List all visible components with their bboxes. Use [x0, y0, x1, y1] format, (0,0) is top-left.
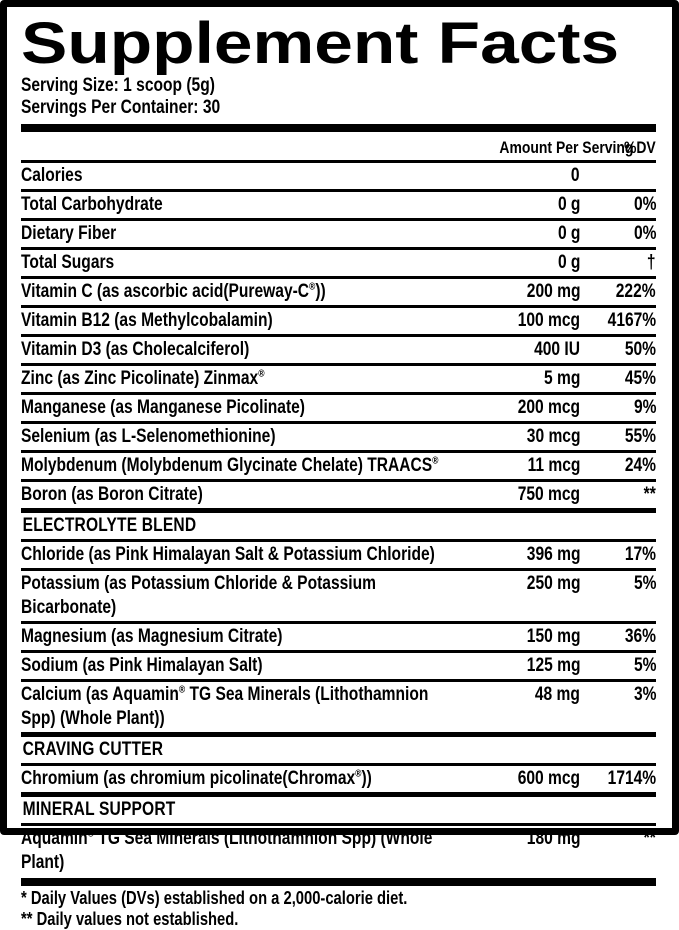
nutrient-amount: 200 mg: [526, 281, 580, 302]
nutrient-dv: 0%: [633, 194, 656, 215]
nutrient-name: Chloride (as Pink Himalayan Salt & Potassium Chloride): [21, 544, 435, 565]
nutrient-amount: 250 mg: [526, 573, 580, 594]
footnote-not-established: ** Daily values not established.: [21, 909, 239, 929]
nutrient-amount: 0 g: [557, 252, 580, 273]
nutrient-row: [21, 823, 656, 876]
nutrient-dv: **: [643, 828, 656, 849]
nutrient-dv: 24%: [624, 455, 656, 476]
nutrient-name: Potassium (as Potassium Chloride & Potassium Bicarbonate): [21, 573, 376, 618]
footnotes: [21, 888, 656, 930]
nutrient-amount: 600 mcg: [517, 768, 580, 789]
section-header-row: [21, 792, 656, 823]
nutrient-amount: 400 IU: [534, 339, 580, 360]
nutrient-amount: 5 mg: [543, 368, 580, 389]
nutrient-dv: 50%: [624, 339, 656, 360]
nutrient-dv: 36%: [624, 626, 656, 647]
nutrient-name: Calcium (as Aquamin® TG Sea Minerals (Lithothamnion Spp) (Whole Plant)): [21, 684, 429, 729]
nutrient-amount: 0: [571, 165, 580, 186]
footnote-daily-values: * Daily Values (DVs) established on a 2,000-calorie diet.: [21, 888, 408, 908]
nutrient-dv: 3%: [633, 684, 656, 705]
nutrient-name: Vitamin C (as ascorbic acid(Pureway-C®)): [21, 281, 326, 302]
nutrient-amount: 150 mg: [526, 626, 580, 647]
nutrient-amount: 11 mcg: [527, 455, 580, 476]
nutrient-row: [21, 650, 656, 679]
nutrient-amount: 48 mg: [534, 684, 580, 705]
nutrient-dv: 45%: [624, 368, 656, 389]
nutrient-name: Vitamin D3 (as Cholecalciferol): [21, 339, 250, 360]
nutrient-row: [21, 621, 656, 650]
label-title-text: Supplement Facts: [21, 9, 620, 76]
nutrient-amount: 0 g: [557, 194, 580, 215]
nutrient-row: [21, 392, 656, 421]
section-title: ELECTROLYTE BLEND: [22, 515, 197, 536]
thick-divider-bottom: [21, 878, 656, 886]
serving-size-line: Serving Size: 1 scoop (5g): [21, 75, 215, 96]
nutrient-dv: [586, 164, 656, 188]
nutrient-row: [21, 276, 656, 305]
nutrient-dv: 55%: [624, 426, 656, 447]
nutrient-name: Calories: [21, 165, 83, 186]
nutrient-amount: 100 mcg: [517, 310, 580, 331]
nutrient-dv: 17%: [624, 544, 656, 565]
nutrient-row: [21, 163, 656, 189]
nutrient-amount: 0 g: [557, 223, 580, 244]
nutrient-amount: 30 mcg: [526, 426, 580, 447]
nutrient-amount: 180 mg: [526, 828, 580, 849]
nutrient-name: Magnesium (as Magnesium Citrate): [21, 626, 283, 647]
nutrient-row: [21, 218, 656, 247]
nutrient-dv: 9%: [633, 397, 656, 418]
nutrient-row: [21, 334, 656, 363]
nutrient-amount: 200 mcg: [517, 397, 580, 418]
nutrient-dv: †: [647, 252, 656, 273]
nutrient-name: Boron (as Boron Citrate): [21, 484, 203, 505]
nutrient-name: Aquamin® TG Sea Minerals (Lithothamnion Spp) (Whole Plant): [21, 828, 433, 873]
section-title: MINERAL SUPPORT: [22, 799, 176, 820]
nutrient-row: [21, 539, 656, 568]
nutrient-row: [21, 189, 656, 218]
section-header-row: [21, 732, 656, 763]
nutrient-name: Total Sugars: [21, 252, 115, 273]
thick-divider-top: [21, 124, 656, 132]
label-title: [21, 9, 656, 76]
nutrient-amount: 750 mcg: [517, 484, 580, 505]
percent-dv-header: %DV: [624, 138, 656, 157]
nutrient-name: Dietary Fiber: [21, 223, 117, 244]
nutrient-dv: 5%: [633, 573, 656, 594]
column-header-row: [21, 132, 656, 163]
nutrient-row: [21, 679, 656, 732]
nutrient-name: Sodium (as Pink Himalayan Salt): [21, 655, 263, 676]
nutrient-name: Manganese (as Manganese Picolinate): [21, 397, 306, 418]
nutrient-name: Zinc (as Zinc Picolinate) Zinmax®: [21, 368, 265, 389]
nutrient-name: Total Carbohydrate: [21, 194, 163, 215]
nutrient-name: Molybdenum (Molybdenum Glycinate Chelate) TRAACS®: [21, 455, 439, 476]
nutrient-dv: **: [643, 484, 656, 505]
amount-per-serving-header: Amount Per Serving: [499, 138, 634, 157]
nutrient-row: [21, 479, 656, 508]
nutrient-row: [21, 568, 656, 621]
nutrient-dv: 222%: [616, 281, 656, 302]
nutrient-row: [21, 450, 656, 479]
nutrient-name: Vitamin B12 (as Methylcobalamin): [21, 310, 273, 331]
facts-table: [21, 163, 656, 876]
nutrient-dv: 4167%: [607, 310, 656, 331]
nutrient-amount: 396 mg: [526, 544, 580, 565]
nutrient-name: Selenium (as L-Selenomethionine): [21, 426, 276, 447]
section-title: CRAVING CUTTER: [22, 739, 164, 760]
nutrient-row: [21, 363, 656, 392]
nutrient-dv: 5%: [633, 655, 656, 676]
nutrient-dv: 0%: [633, 223, 656, 244]
servings-per-container-line: Servings Per Container: 30: [21, 97, 221, 118]
nutrient-row: [21, 305, 656, 334]
nutrient-row: [21, 247, 656, 276]
nutrient-name: Chromium (as chromium picolinate(Chromax®)): [21, 768, 372, 789]
nutrient-amount: 125 mg: [526, 655, 580, 676]
nutrient-dv: 1714%: [607, 768, 656, 789]
nutrient-row: [21, 421, 656, 450]
section-header-row: [21, 508, 656, 539]
nutrient-row: [21, 763, 656, 792]
